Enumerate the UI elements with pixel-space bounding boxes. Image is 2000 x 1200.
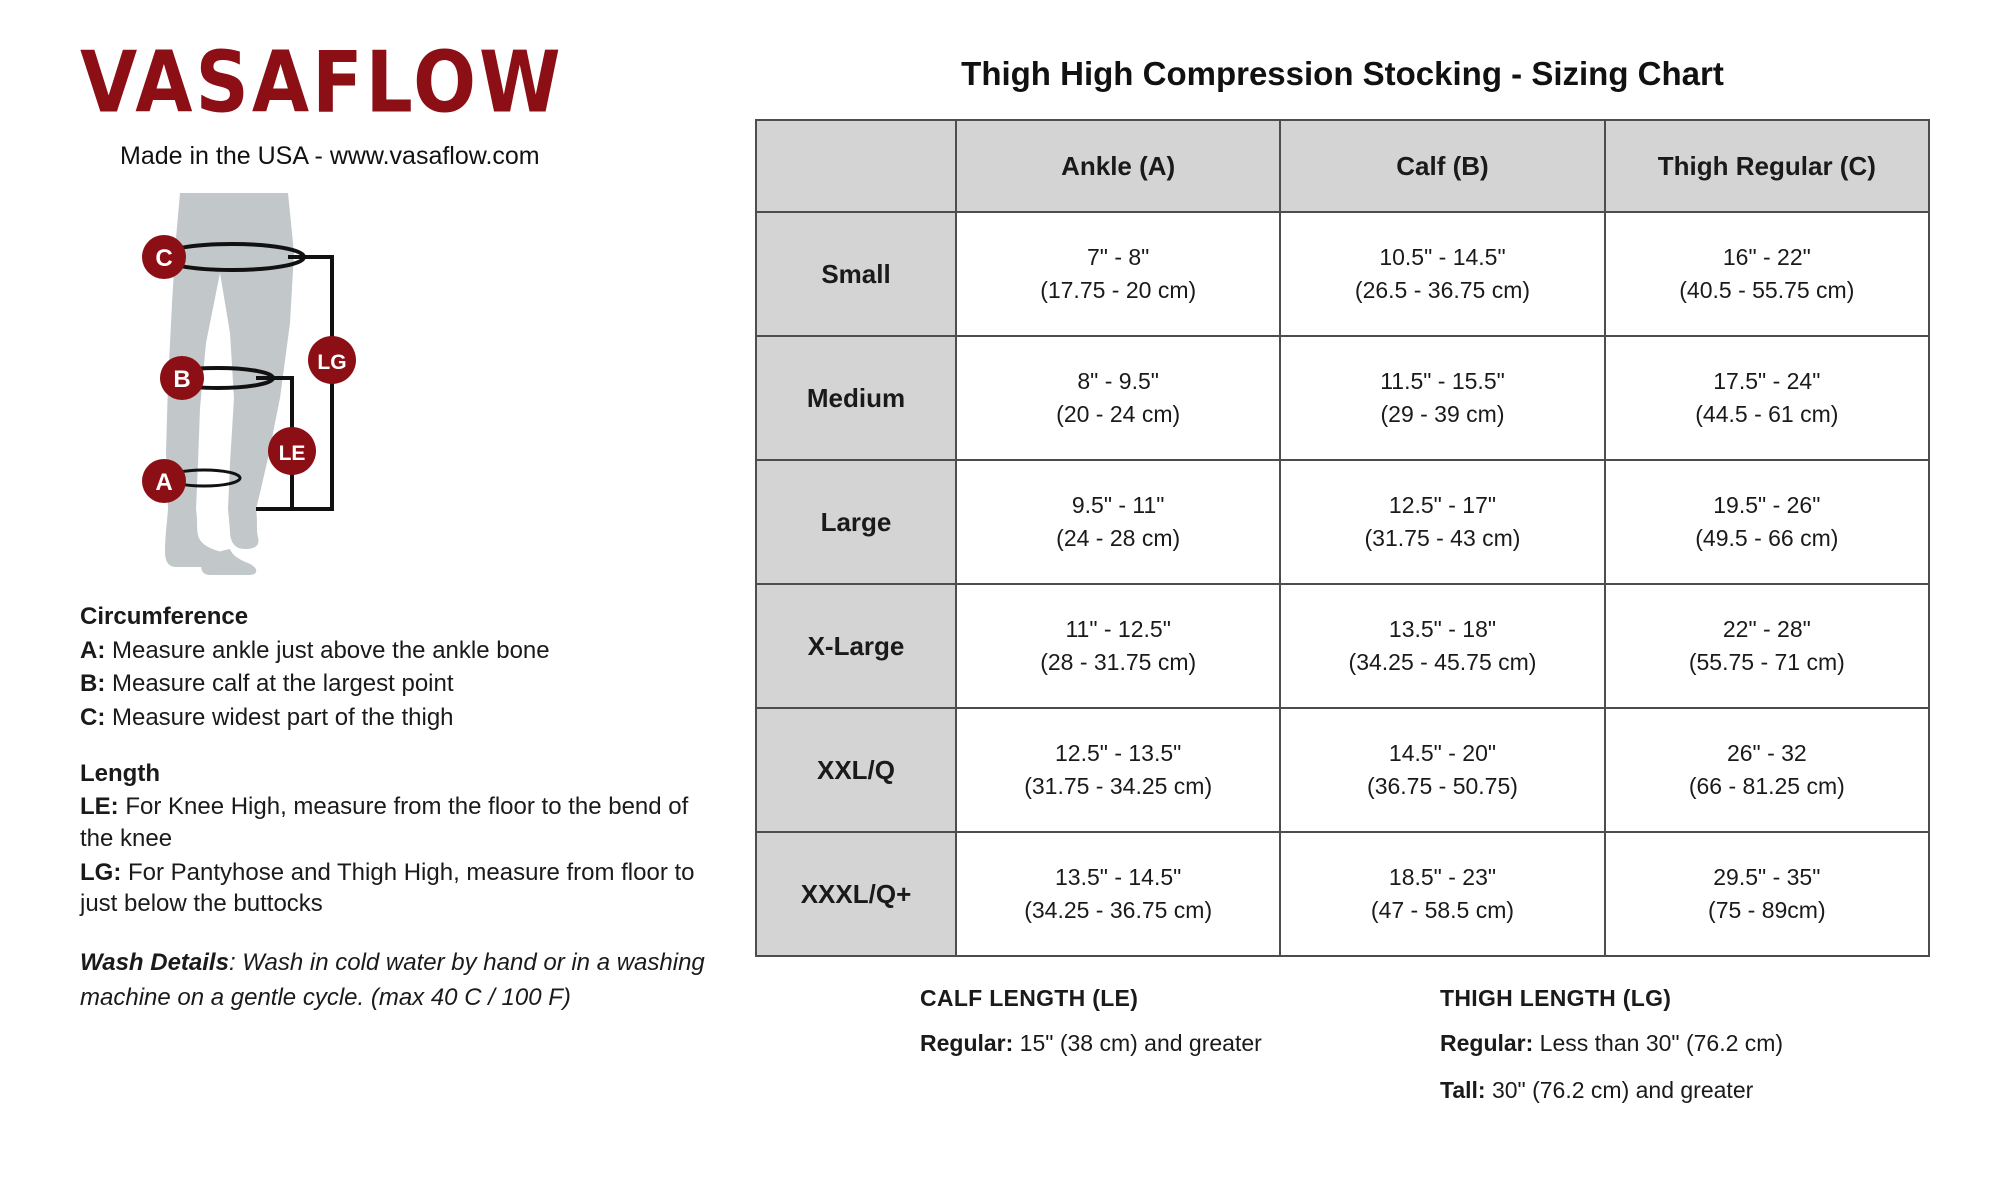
thigh-tall-label: Tall: <box>1440 1077 1486 1104</box>
cell-cm: (49.5 - 66 cm) <box>1695 525 1839 551</box>
cell-ankle <box>956 708 1280 832</box>
calf-length-note <box>920 985 1360 1122</box>
calf-regular-value: 15" (38 cm) and greater <box>1013 1030 1262 1056</box>
row-size-label: Small <box>756 212 956 336</box>
cell-inches: 8" - 9.5" <box>1077 367 1159 394</box>
cell-cm: (36.75 - 50.75) <box>1367 773 1518 799</box>
svg-text:B: B <box>173 366 191 393</box>
thigh-length-regular <box>1440 1028 1880 1059</box>
cell-cm: (47 - 58.5 cm) <box>1370 897 1515 923</box>
row-size-label: Medium <box>756 336 956 460</box>
cell-cm: (75 - 89cm) <box>1708 897 1826 923</box>
header-size <box>756 120 956 212</box>
cell-inches: 9.5" - 11" <box>1071 491 1165 518</box>
header-calf: Calf (B) <box>1280 120 1604 212</box>
cell-inches: 19.5" - 26" <box>1713 491 1821 518</box>
cell-cm: (24 - 28 cm) <box>1056 525 1181 551</box>
table-row <box>756 336 1929 460</box>
svg-text:A: A <box>155 469 173 496</box>
cell-inches: 16" - 22" <box>1722 243 1811 270</box>
brand-tagline: Made in the USA - www.vasaflow.com <box>120 142 540 170</box>
circumference-item-a <box>80 635 720 667</box>
cell-inches: 13.5" - 18" <box>1388 615 1497 642</box>
cell-inches: 26" - 32 <box>1726 739 1807 766</box>
cell-cm: (17.75 - 20 cm) <box>1040 277 1197 303</box>
cell-cm: (34.25 - 45.75 cm) <box>1348 649 1537 675</box>
table-head <box>756 120 1929 212</box>
cell-cm: (44.5 - 61 cm) <box>1695 401 1839 427</box>
cell-calf <box>1280 584 1604 708</box>
cell-thigh <box>1605 336 1929 460</box>
cell-cm: (31.75 - 34.25 cm) <box>1024 773 1213 799</box>
cell-inches: 17.5" - 24" <box>1713 367 1821 394</box>
cell-thigh <box>1605 460 1929 584</box>
marker-c <box>142 235 186 279</box>
table-body <box>756 212 1929 956</box>
table-row <box>756 584 1929 708</box>
wash-details <box>80 946 720 1016</box>
cell-inches: 29.5" - 35" <box>1713 863 1821 890</box>
cell-inches: 12.5" - 17" <box>1388 491 1497 518</box>
cell-calf <box>1280 336 1604 460</box>
calf-regular-label: Regular: <box>920 1030 1014 1056</box>
cell-inches: 22" - 28" <box>1722 615 1811 642</box>
cell-calf <box>1280 460 1604 584</box>
thigh-length-note <box>1440 985 1880 1122</box>
cell-ankle <box>956 460 1280 584</box>
cell-inches: 10.5" - 14.5" <box>1379 243 1506 270</box>
table-row <box>756 460 1929 584</box>
text-a: Measure ankle just above the ankle bone <box>105 636 550 664</box>
calf-length-title: CALF LENGTH (LE) <box>920 985 1139 1011</box>
thigh-regular-label: Regular: <box>1440 1030 1534 1056</box>
thigh-regular-value: Less than 30" (76.2 cm) <box>1533 1030 1784 1056</box>
cell-cm: (28 - 31.75 cm) <box>1040 649 1197 675</box>
cell-cm: (66 - 81.25 cm) <box>1688 773 1845 799</box>
right-column <box>755 55 1930 957</box>
table-row <box>756 832 1929 956</box>
wash-text: : Wash in cold water by hand or in a washing machine on a gentle cycle. (max 40 C / 100 F) <box>80 949 705 1011</box>
length-item-lg <box>80 857 720 920</box>
brand-logo: VASAFLOW <box>80 33 564 132</box>
svg-text:LE: LE <box>278 442 306 465</box>
marker-lg <box>308 336 356 384</box>
text-le: For Knee High, measure from the floor to the bend of the knee <box>80 793 689 853</box>
table-row <box>756 708 1929 832</box>
row-size-label: XXXL/Q+ <box>756 832 956 956</box>
cell-thigh <box>1605 212 1929 336</box>
cell-cm: (31.75 - 43 cm) <box>1364 525 1521 551</box>
cell-inches: 14.5" - 20" <box>1388 739 1497 766</box>
spacer <box>80 736 720 758</box>
cell-ankle <box>956 832 1280 956</box>
thigh-tall-value: 30" (76.2 cm) and greater <box>1485 1077 1754 1104</box>
cell-thigh <box>1605 708 1929 832</box>
cell-cm: (34.25 - 36.75 cm) <box>1024 897 1213 923</box>
label-b: B: <box>80 670 106 698</box>
circumference-item-c <box>80 702 720 734</box>
text-lg: For Pantyhose and Thigh High, measure from floor to just below the buttocks <box>80 858 695 918</box>
svg-text:LG: LG <box>317 351 347 374</box>
cell-inches: 11.5" - 15.5" <box>1380 367 1505 394</box>
wash-label: Wash Details <box>80 949 229 977</box>
cell-ankle <box>956 584 1280 708</box>
table-row <box>756 212 1929 336</box>
table-header-row <box>756 120 1929 212</box>
thigh-length-tall <box>1440 1075 1880 1106</box>
instructions-block <box>80 601 720 920</box>
row-size-label: Large <box>756 460 956 584</box>
marker-le <box>268 427 316 475</box>
label-a: A: <box>80 636 106 664</box>
cell-cm: (29 - 39 cm) <box>1380 401 1505 427</box>
label-le: LE: <box>80 793 119 821</box>
cell-thigh <box>1605 832 1929 956</box>
cell-calf <box>1280 708 1604 832</box>
circumference-item-b <box>80 668 720 700</box>
cell-ankle <box>956 212 1280 336</box>
leg-diagram-svg <box>80 193 640 593</box>
cell-inches: 18.5" - 23" <box>1388 863 1497 890</box>
sizing-table <box>755 119 1930 957</box>
cell-cm: (26.5 - 36.75 cm) <box>1354 277 1531 303</box>
row-size-label: XXL/Q <box>756 708 956 832</box>
cell-calf <box>1280 212 1604 336</box>
cell-inches: 13.5" - 14.5" <box>1055 863 1182 890</box>
cell-cm: (20 - 24 cm) <box>1056 401 1181 427</box>
thigh-length-title: THIGH LENGTH (LG) <box>1440 985 1672 1011</box>
label-c: C: <box>80 704 106 732</box>
cell-calf <box>1280 832 1604 956</box>
svg-text:C: C <box>155 245 173 272</box>
text-b: Measure calf at the largest point <box>105 670 454 698</box>
cell-thigh <box>1605 584 1929 708</box>
length-heading: Length <box>80 759 160 787</box>
cell-inches: 12.5" - 13.5" <box>1055 739 1182 766</box>
cell-cm: (40.5 - 55.75 cm) <box>1679 277 1855 303</box>
footnotes <box>920 985 1930 1122</box>
marker-a <box>142 459 186 503</box>
marker-b <box>160 356 204 400</box>
page-title: Thigh High Compression Stocking - Sizing Chart <box>961 55 1724 92</box>
header-thigh: Thigh Regular (C) <box>1605 120 1929 212</box>
row-size-label: X-Large <box>756 584 956 708</box>
circumference-heading: Circumference <box>80 603 249 630</box>
calf-length-regular <box>920 1028 1360 1059</box>
cell-ankle <box>956 336 1280 460</box>
length-item-le <box>80 791 720 854</box>
text-c: Measure widest part of the thigh <box>105 704 454 732</box>
header-ankle: Ankle (A) <box>956 120 1280 212</box>
cell-inches: 7" - 8" <box>1086 243 1150 270</box>
label-lg: LG: <box>80 858 122 886</box>
left-column <box>80 33 720 1016</box>
cell-cm: (55.75 - 71 cm) <box>1688 649 1845 675</box>
cell-inches: 11" - 12.5" <box>1065 615 1171 642</box>
leg-measurement-diagram <box>80 193 640 593</box>
